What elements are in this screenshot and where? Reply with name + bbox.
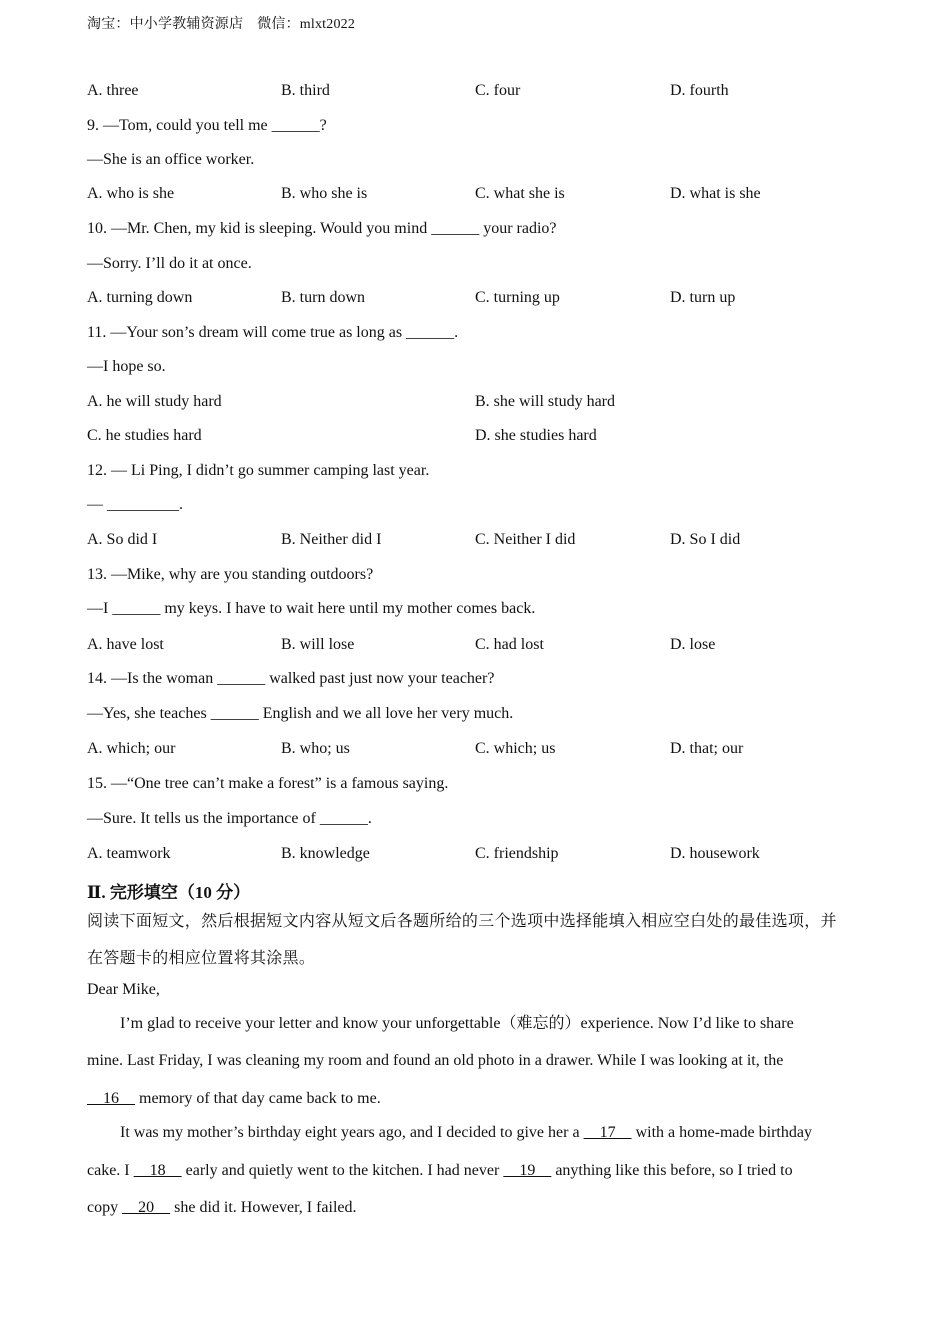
q10-option-a: A. turning down (87, 289, 193, 306)
letter-greeting: Dear Mike, (87, 981, 160, 998)
passage-p2-line1 (87, 1123, 812, 1143)
passage-text: anything like this before, so I tried to (551, 1162, 793, 1179)
q12-answer-line: — _________. (87, 496, 183, 513)
q8-option-b: B. third (281, 82, 330, 99)
q9-option-b: B. who she is (281, 185, 368, 202)
blank-20: 20 (122, 1199, 171, 1216)
q11-option-a: A. he will study hard (87, 393, 222, 410)
q9-question: 9. —Tom, could you tell me ______? (87, 117, 327, 134)
q9-option-d: D. what is she (670, 185, 761, 202)
q14-option-b: B. who; us (281, 740, 350, 757)
q11-option-c: C. he studies hard (87, 427, 202, 444)
q15-answer-line: —Sure. It tells us the importance of ______. (87, 810, 372, 827)
section-instruction-line2: 在答题卡的相应位置将其涂黑。 (87, 948, 316, 967)
q11-answer-line: —I hope so. (87, 358, 166, 375)
q15-option-c: C. friendship (475, 845, 559, 862)
q8-option-a: A. three (87, 82, 139, 99)
q13-question: 13. —Mike, why are you standing outdoors? (87, 566, 374, 583)
q11-option-d: D. she studies hard (475, 427, 597, 444)
blank-19: 19 (503, 1162, 552, 1179)
q13-option-d: D. lose (670, 636, 716, 653)
passage-text: she did it. However, I failed. (170, 1199, 357, 1216)
q9-option-c: C. what she is (475, 185, 565, 202)
q15-option-a: A. teamwork (87, 845, 171, 862)
blank-17: 17 (583, 1124, 632, 1141)
passage-text: early and quietly went to the kitchen. I had never (181, 1162, 504, 1179)
passage-p1-line2: mine. Last Friday, I was cleaning my room and found an old photo in a drawer. While I was looking at it, the (87, 1052, 784, 1069)
passage-text: copy (87, 1199, 123, 1216)
q12-option-a: A. So did I (87, 531, 158, 548)
passage-text: It was my mother’s birthday eight years ago, and I decided to give her a (120, 1124, 584, 1141)
q13-option-b: B. will lose (281, 636, 355, 653)
passage-p2-line3 (87, 1198, 357, 1218)
passage-text: memory of that day came back to me. (135, 1090, 381, 1107)
passage-text: with a home-made birthday (631, 1124, 812, 1141)
q13-option-a: A. have lost (87, 636, 164, 653)
page-header (87, 13, 355, 33)
blank-18: 18 (133, 1162, 182, 1179)
q12-option-c: C. Neither I did (475, 531, 576, 548)
q13-answer-line: —I ______ my keys. I have to wait here until my mother comes back. (87, 600, 536, 617)
q10-option-b: B. turn down (281, 289, 365, 306)
q8-option-c: C. four (475, 82, 521, 99)
q15-question: 15. —“One tree can’t make a forest” is a famous saying. (87, 775, 449, 792)
q11-option-b: B. she will study hard (475, 393, 615, 410)
q10-answer-line: —Sorry. I’ll do it at once. (87, 255, 252, 272)
wechat-id: 微信：mlxt2022 (257, 17, 356, 32)
q14-question: 14. —Is the woman ______ walked past just now your teacher? (87, 670, 495, 687)
q11-question: 11. —Your son’s dream will come true as long as ______. (87, 324, 459, 341)
section-title: Ⅱ. 完形填空（10 分） (87, 883, 251, 902)
q12-option-b: B. Neither did I (281, 531, 382, 548)
q9-answer-line: —She is an office worker. (87, 151, 255, 168)
q10-option-d: D. turn up (670, 289, 736, 306)
q15-option-b: B. knowledge (281, 845, 370, 862)
q10-option-c: C. turning up (475, 289, 560, 306)
q14-option-a: A. which; our (87, 740, 176, 757)
passage-p1-line1: I’m glad to receive your letter and know your unforgettable（难忘的）experience. Now I’d like to share (120, 1015, 794, 1032)
q14-answer-line: —Yes, she teaches ______ English and we all love her very much. (87, 705, 514, 722)
shop-name: 淘宝：中小学教辅资源店 (87, 17, 244, 32)
q14-option-d: D. that; our (670, 740, 744, 757)
q9-option-a: A. who is she (87, 185, 175, 202)
q13-option-c: C. had lost (475, 636, 544, 653)
q12-question: 12. — Li Ping, I didn’t go summer camping last year. (87, 462, 430, 479)
blank-16: 16 (87, 1090, 135, 1107)
q14-option-c: C. which; us (475, 740, 556, 757)
passage-p2-line2 (87, 1161, 793, 1181)
q8-option-d: D. fourth (670, 82, 729, 99)
section-instruction-line1: 阅读下面短文，然后根据短文内容从短文后各题所给的三个选项中选择能填入相应空白处的最佳选项，并 (87, 911, 837, 930)
q15-option-d: D. housework (670, 845, 760, 862)
passage-p1-line3 (87, 1089, 381, 1109)
q10-question: 10. —Mr. Chen, my kid is sleeping. Would you mind ______ your radio? (87, 220, 557, 237)
q12-option-d: D. So I did (670, 531, 741, 548)
passage-text: cake. I (87, 1162, 134, 1179)
